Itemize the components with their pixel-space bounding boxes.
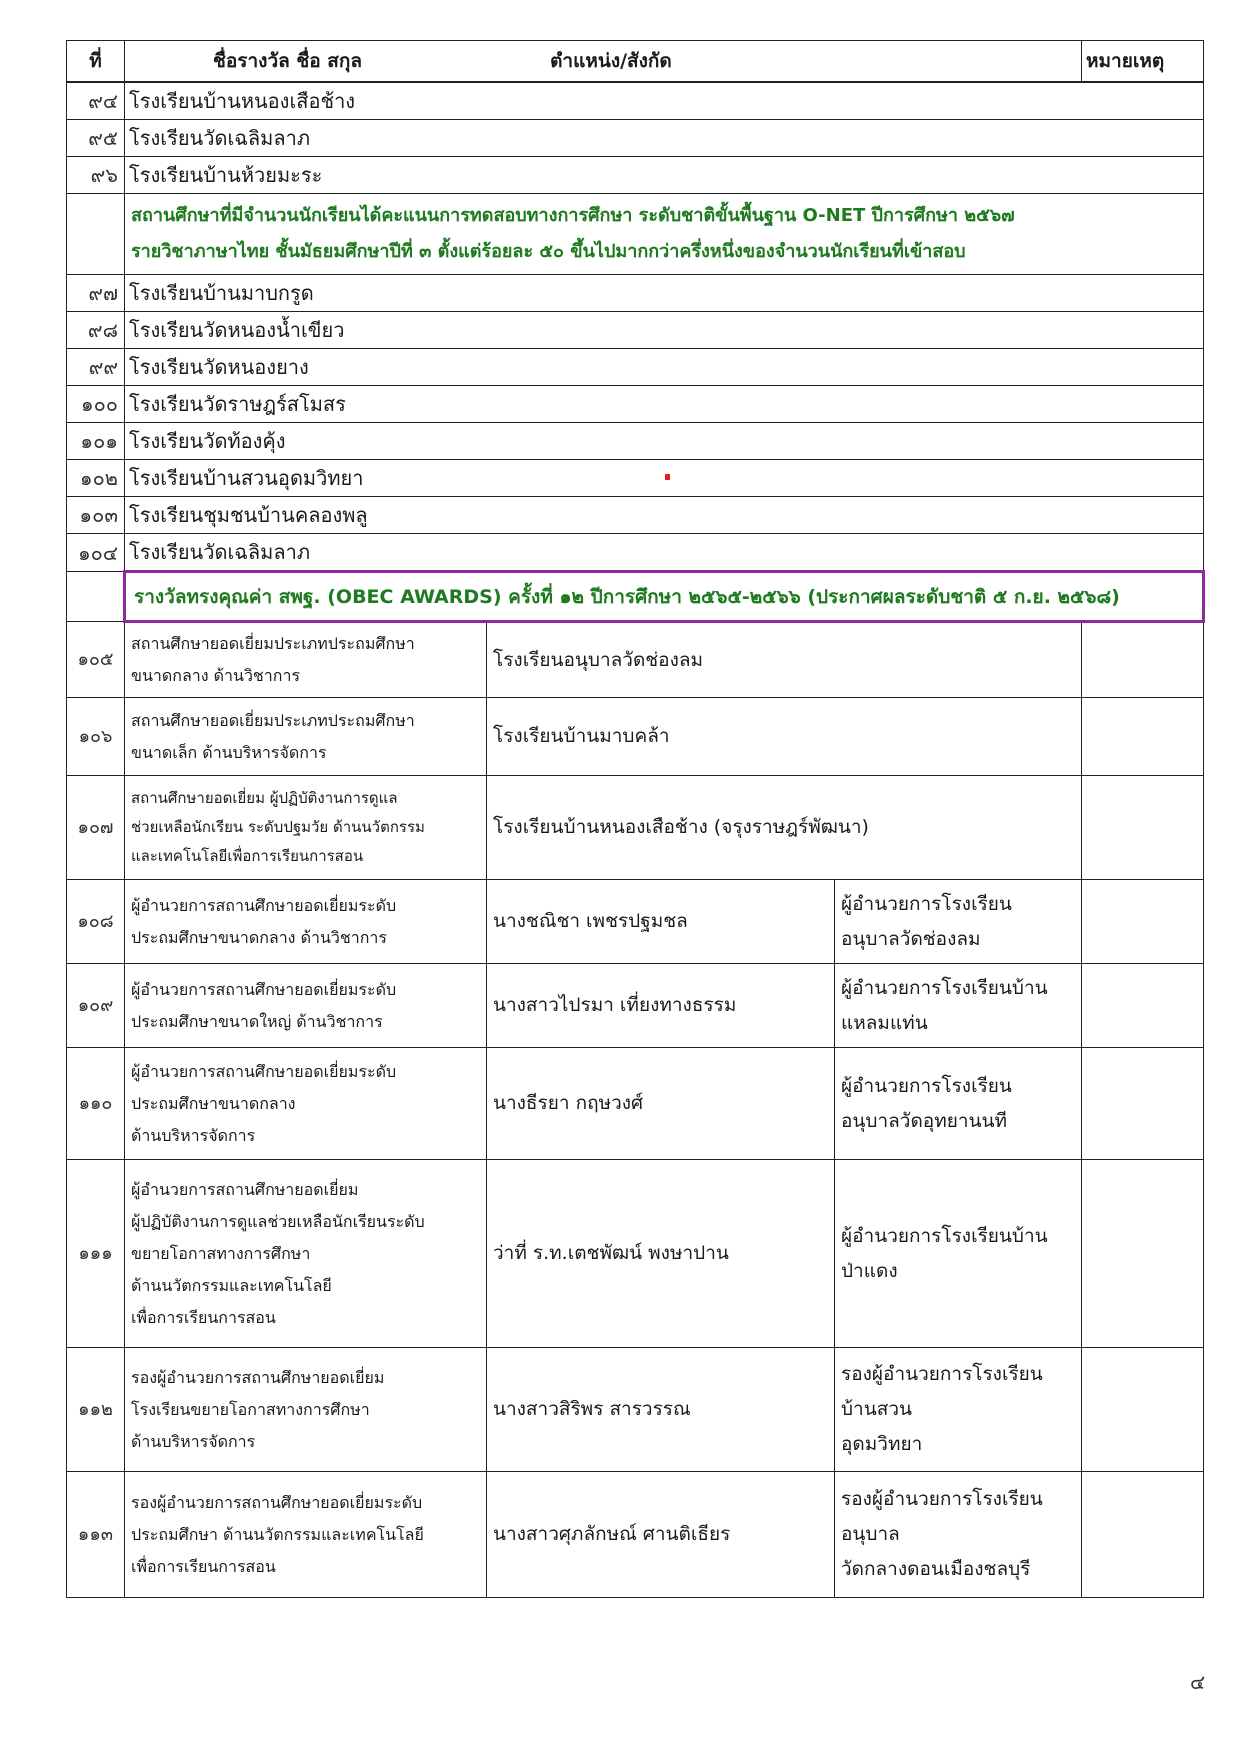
section-obec-heading: รางวัลทรงคุณค่า สพฐ. (OBEC AWARDS) ครั้งที่ ๑๒ ปีการศึกษา ๒๕๖๕-๒๕๖๖ (ประกาศผลระดับชาติ ๕ ก.ย. ๒๕๖๘) xyxy=(125,572,1204,622)
note-cell xyxy=(1082,1348,1204,1472)
position-line: รองผู้อำนวยการโรงเรียน xyxy=(841,1363,1043,1385)
row-school: โรงเรียนบ้านห้วยมะระ xyxy=(125,157,1204,194)
row-school: โรงเรียนวัดราษฎร์สโมสร xyxy=(125,386,1204,423)
header-name: ชื่อรางวัล ชื่อ สกุล xyxy=(213,50,363,72)
awardee-position xyxy=(835,1160,1082,1348)
position-line: ผู้อำนวยการโรงเรียนบ้าน xyxy=(841,976,1048,999)
row-school-text: โรงเรียนบ้านสวนอุดมวิทยา xyxy=(129,466,364,490)
section-obec-row xyxy=(67,572,1204,622)
section-onet-line1: สถานศึกษาที่มีจำนวนนักเรียนได้คะแนนการทดสอบทางการศึกษา ระดับชาติขั้นพื้นฐาน O-NET ปีการศึกษา ๒๕๖๗ xyxy=(131,205,1015,226)
row-number: ๙๗ xyxy=(67,275,125,312)
header-position: ตำแหน่ง/สังกัด xyxy=(550,50,672,72)
award-line: ประถมศึกษา ด้านนวัตกรรมและเทคโนโลยี xyxy=(131,1524,424,1544)
note-cell xyxy=(1082,1048,1204,1160)
award-line: ขนาดกลาง ด้านวิชาการ xyxy=(131,666,301,685)
row-number: ๑๐๐ xyxy=(67,386,125,423)
row-number: ๑๑๓ xyxy=(67,1472,125,1598)
row-number: ๑๐๘ xyxy=(67,880,125,964)
award-table xyxy=(66,40,1205,1598)
award-line: ด้านบริหารจัดการ xyxy=(131,1431,256,1451)
header-note: หมายเหตุ xyxy=(1082,41,1204,83)
table-row xyxy=(67,460,1204,497)
award-line: รองผู้อำนวยการสถานศึกษายอดเยี่ยมระดับ xyxy=(131,1492,423,1512)
awardee: นางสาวศุภลักษณ์ ศานติเธียร xyxy=(487,1472,835,1598)
table-row xyxy=(67,1160,1204,1348)
table-row xyxy=(67,622,1204,698)
empty-cell xyxy=(67,572,125,622)
award-line: ช่วยเหลือนักเรียน ระดับปฐมวัย ด้านนวัตกรรม xyxy=(131,818,425,836)
table-row xyxy=(67,534,1204,572)
row-school: โรงเรียนบ้านหนองเสือช้าง xyxy=(125,82,1204,120)
award-line: ผู้อำนวยการสถานศึกษายอดเยี่ยมระดับ xyxy=(131,895,397,915)
note-cell xyxy=(1082,776,1204,880)
award-line: ประถมศึกษาขนาดกลาง ด้านวิชาการ xyxy=(131,927,387,947)
awardee: นางสาวไปรมา เที่ยงทางธรรม xyxy=(487,964,835,1048)
section-onet-row xyxy=(67,194,1204,275)
award-name xyxy=(125,622,487,698)
table-row xyxy=(67,964,1204,1048)
row-number: ๑๐๓ xyxy=(67,497,125,534)
awardee-position xyxy=(835,1472,1082,1598)
award-line: ผู้ปฏิบัติงานการดูแลช่วยเหลือนักเรียนระดับ xyxy=(131,1211,425,1231)
table-row xyxy=(67,275,1204,312)
row-number: ๑๐๔ xyxy=(67,534,125,572)
awardee: นางธีรยา กฤษวงศ์ xyxy=(487,1048,835,1160)
empty-cell xyxy=(67,194,125,275)
position-line: ผู้อำนวยการโรงเรียน xyxy=(841,1074,1012,1097)
row-number: ๙๘ xyxy=(67,312,125,349)
row-number: ๙๕ xyxy=(67,120,125,157)
table-row xyxy=(67,776,1204,880)
awardee-position xyxy=(835,964,1082,1048)
table-row xyxy=(67,312,1204,349)
table-header-row xyxy=(67,41,1204,83)
awardee: โรงเรียนบ้านมาบคล้า xyxy=(487,698,1082,776)
award-line: เพื่อการเรียนการสอน xyxy=(131,1307,276,1327)
award-line: และเทคโนโลยีเพื่อการเรียนการสอน xyxy=(131,847,364,865)
awardee-position xyxy=(835,1348,1082,1472)
award-line: ประถมศึกษาขนาดใหญ่ ด้านวิชาการ xyxy=(131,1011,383,1031)
position-line: รองผู้อำนวยการโรงเรียน xyxy=(841,1488,1043,1510)
table-row xyxy=(67,1348,1204,1472)
row-school xyxy=(125,460,1204,497)
row-number: ๑๐๙ xyxy=(67,964,125,1048)
awardee: นางสาวสิริพร สารวรรณ xyxy=(487,1348,835,1472)
awardee: นางชณิชา เพชรปฐมชล xyxy=(487,880,835,964)
award-line: ขยายโอกาสทางการศึกษา xyxy=(131,1243,311,1263)
section-onet-heading xyxy=(125,194,1204,275)
award-line: ผู้อำนวยการสถานศึกษายอดเยี่ยม xyxy=(131,1179,359,1199)
award-line: ด้านบริหารจัดการ xyxy=(131,1125,256,1145)
position-line: วัดกลางดอนเมืองชลบุรี xyxy=(841,1558,1031,1580)
award-line: โรงเรียนขยายโอกาสทางการศึกษา xyxy=(131,1399,370,1419)
award-line: สถานศึกษายอดเยี่ยมประเภทประถมศึกษา xyxy=(131,710,415,730)
table-row xyxy=(67,880,1204,964)
position-line: อนุบาล xyxy=(841,1523,900,1545)
row-school: โรงเรียนวัดเฉลิมลาภ xyxy=(125,534,1204,572)
table-row xyxy=(67,423,1204,460)
award-name xyxy=(125,1048,487,1160)
award-line: ผู้อำนวยการสถานศึกษายอดเยี่ยมระดับ xyxy=(131,979,397,999)
position-line: ผู้อำนวยการโรงเรียน xyxy=(841,892,1012,915)
note-cell xyxy=(1082,1472,1204,1598)
row-school: โรงเรียนวัดเฉลิมลาภ xyxy=(125,120,1204,157)
position-line: บ้านสวน xyxy=(841,1398,912,1420)
position-line: ป่าแดง xyxy=(841,1259,898,1282)
row-number: ๑๐๒ xyxy=(67,460,125,497)
row-number: ๑๑๑ xyxy=(67,1160,125,1348)
position-line: อุดมวิทยา xyxy=(841,1433,923,1455)
award-name xyxy=(125,880,487,964)
note-cell xyxy=(1082,698,1204,776)
award-line: ผู้อำนวยการสถานศึกษายอดเยี่ยมระดับ xyxy=(131,1061,397,1081)
row-number: ๑๑๒ xyxy=(67,1348,125,1472)
table-row xyxy=(67,82,1204,120)
position-line: อนุบาลวัดอุทยานนที xyxy=(841,1109,1008,1132)
row-school: โรงเรียนวัดท้องคุ้ง xyxy=(125,423,1204,460)
note-cell xyxy=(1082,1160,1204,1348)
row-school: โรงเรียนวัดหนองยาง xyxy=(125,349,1204,386)
note-cell xyxy=(1082,880,1204,964)
position-line: แหลมแท่น xyxy=(841,1011,928,1034)
table-row xyxy=(67,386,1204,423)
header-name-position xyxy=(125,41,1082,83)
page-number: ๔ xyxy=(1190,1670,1206,1694)
award-line: ประถมศึกษาขนาดกลาง xyxy=(131,1093,296,1113)
awardee: ว่าที่ ร.ท.เตชพัฒน์ พงษาปาน xyxy=(487,1160,835,1348)
award-name xyxy=(125,776,487,880)
award-line: รองผู้อำนวยการสถานศึกษายอดเยี่ยม xyxy=(131,1367,385,1387)
award-name xyxy=(125,964,487,1048)
row-number: ๑๐๑ xyxy=(67,423,125,460)
awardee: โรงเรียนบ้านหนองเสือช้าง (จรุงราษฎร์พัฒนา) xyxy=(487,776,1082,880)
table-row xyxy=(67,1048,1204,1160)
row-number: ๙๔ xyxy=(67,82,125,120)
document-sheet xyxy=(66,40,1203,1598)
row-number: ๑๐๗ xyxy=(67,776,125,880)
note-cell xyxy=(1082,964,1204,1048)
award-name xyxy=(125,1160,487,1348)
row-number: ๙๙ xyxy=(67,349,125,386)
row-number: ๑๑๐ xyxy=(67,1048,125,1160)
award-line: ขนาดเล็ก ด้านบริหารจัดการ xyxy=(131,742,327,762)
red-marker-dot xyxy=(665,474,670,480)
award-line: สถานศึกษายอดเยี่ยม ผู้ปฏิบัติงานการดูแล xyxy=(131,789,398,807)
position-line: อนุบาลวัดช่องลม xyxy=(841,927,981,950)
row-number: ๙๖ xyxy=(67,157,125,194)
header-no: ที่ xyxy=(67,41,125,83)
table-row xyxy=(67,698,1204,776)
row-school: โรงเรียนชุมชนบ้านคลองพลู xyxy=(125,497,1204,534)
awardee-position xyxy=(835,880,1082,964)
award-line: สถานศึกษายอดเยี่ยมประเภทประถมศึกษา xyxy=(131,634,415,653)
table-row xyxy=(67,157,1204,194)
table-row xyxy=(67,349,1204,386)
position-line: ผู้อำนวยการโรงเรียนบ้าน xyxy=(841,1224,1048,1247)
row-number: ๑๐๖ xyxy=(67,698,125,776)
award-line: ด้านนวัตกรรมและเทคโนโลยี xyxy=(131,1275,332,1295)
row-school: โรงเรียนบ้านมาบกรูด xyxy=(125,275,1204,312)
table-row xyxy=(67,1472,1204,1598)
row-number: ๑๐๕ xyxy=(67,622,125,698)
award-name xyxy=(125,1348,487,1472)
awardee-position xyxy=(835,1048,1082,1160)
award-name xyxy=(125,1472,487,1598)
award-name xyxy=(125,698,487,776)
table-row xyxy=(67,120,1204,157)
section-onet-line2: รายวิชาภาษาไทย ชั้นมัธยมศึกษาปีที่ ๓ ตั้งแต่ร้อยละ ๕๐ ขึ้นไปมากกว่าครึ่งหนึ่งของจำนวนนักเรียนที่เข้าสอบ xyxy=(131,241,966,262)
award-line: เพื่อการเรียนการสอน xyxy=(131,1556,276,1576)
row-school: โรงเรียนวัดหนองน้ำเขียว xyxy=(125,312,1204,349)
table-row xyxy=(67,497,1204,534)
awardee: โรงเรียนอนุบาลวัดช่องลม xyxy=(487,622,1082,698)
note-cell xyxy=(1082,622,1204,698)
